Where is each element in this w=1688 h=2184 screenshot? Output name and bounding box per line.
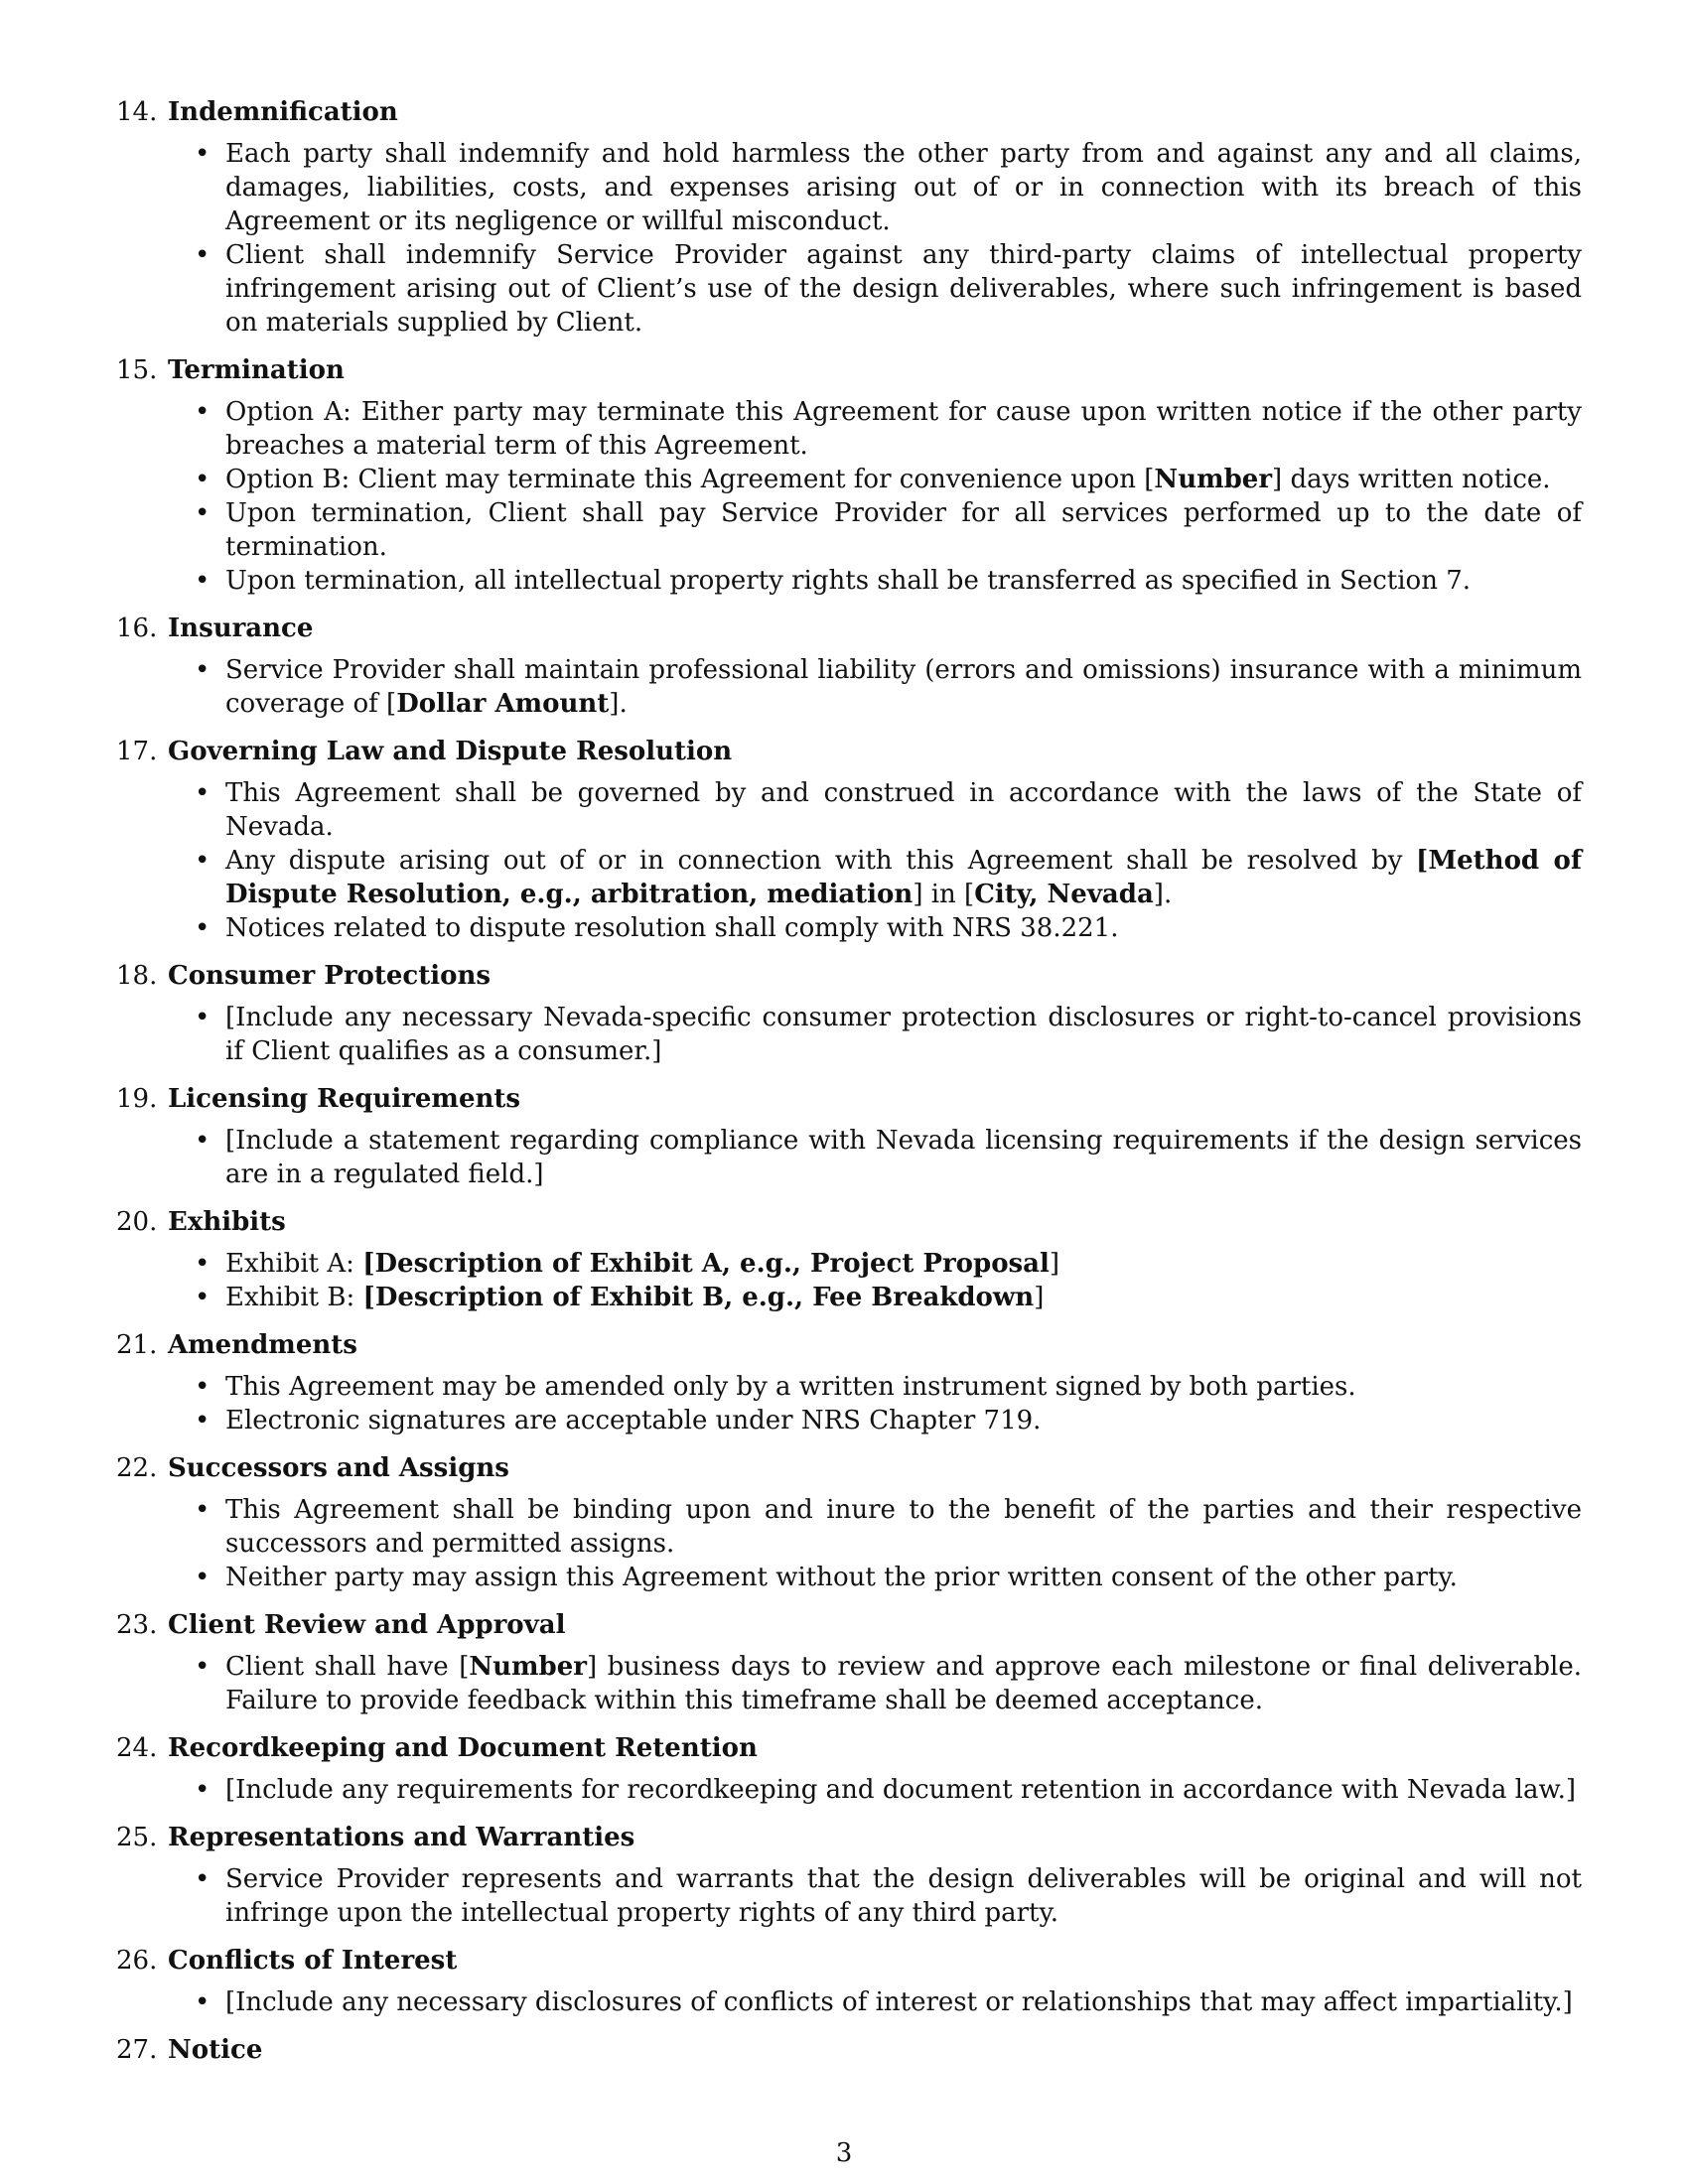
clause-text: [Include any necessary disclosures of conflicts of interest or relationships that may affect impartiality.] xyxy=(225,1987,1573,2017)
bullet-list xyxy=(116,1985,1582,2019)
section-26 xyxy=(116,1944,1582,2019)
bullet-list xyxy=(116,653,1582,721)
section-number: 19. xyxy=(116,1084,158,1114)
placeholder-field: [Description of Exhibit A, e.g., Project Proposal xyxy=(362,1249,1050,1279)
list-item xyxy=(168,1650,1582,1717)
bullet-icon: • xyxy=(195,913,211,943)
section-15 xyxy=(116,353,1582,598)
section-number: 26. xyxy=(116,1946,158,1976)
section-heading xyxy=(116,1944,1582,1978)
list-item xyxy=(168,1985,1582,2019)
section-title: Governing Law and Dispute Resolution xyxy=(168,737,733,766)
bullet-icon: • xyxy=(195,1406,211,1435)
section-title: Amendments xyxy=(168,1330,357,1360)
section-23 xyxy=(116,1608,1582,1717)
section-title: Consumer Protections xyxy=(168,961,492,991)
bullet-list xyxy=(116,137,1582,340)
bullet-list xyxy=(116,776,1582,945)
section-title: Client Review and Approval xyxy=(168,1610,566,1640)
clause-text: Notices related to dispute resolution shall comply with NRS 38.221. xyxy=(225,913,1119,943)
section-title: Indemnification xyxy=(168,97,398,127)
document-body xyxy=(116,95,1582,2081)
clause-text: This Agreement shall be binding upon and inure to the benefit of the parties and their respective successors and permitted assigns. xyxy=(225,1495,1582,1559)
section-title: Conflicts of Interest xyxy=(168,1946,458,1976)
section-number: 22. xyxy=(116,1453,158,1483)
section-heading xyxy=(116,2033,1582,2067)
bullet-list xyxy=(116,1001,1582,1068)
section-number: 27. xyxy=(116,2035,158,2065)
bullet-icon: • xyxy=(195,566,211,596)
clause-text: Upon termination, all intellectual property rights shall be transferred as specified in Section 7. xyxy=(225,566,1472,596)
clause-text: Electronic signatures are acceptable under NRS Chapter 719. xyxy=(225,1406,1042,1435)
clause-text: [Include any requirements for recordkeeping and document retention in accordance with Nevada law.] xyxy=(225,1775,1577,1805)
list-item xyxy=(168,1001,1582,1068)
section-14 xyxy=(116,95,1582,340)
bullet-icon: • xyxy=(195,1563,211,1592)
section-22 xyxy=(116,1451,1582,1594)
section-title: Termination xyxy=(168,355,345,385)
bullet-list xyxy=(116,1370,1582,1437)
bullet-icon: • xyxy=(195,1003,211,1032)
clause-text: ]. xyxy=(1153,880,1173,909)
clause-text: ] days written notice. xyxy=(1272,465,1551,494)
list-item xyxy=(168,1493,1582,1561)
bullet-icon: • xyxy=(195,139,211,169)
bullet-icon: • xyxy=(195,498,211,528)
bullet-list xyxy=(116,1247,1582,1314)
bullet-list xyxy=(116,1773,1582,1807)
section-heading xyxy=(116,353,1582,387)
bullet-icon: • xyxy=(195,465,211,494)
list-item xyxy=(168,1124,1582,1191)
section-27 xyxy=(116,2033,1582,2067)
section-heading xyxy=(116,1821,1582,1854)
clause-text: Exhibit B: xyxy=(225,1283,363,1312)
placeholder-field: City, Nevada xyxy=(974,880,1154,909)
clause-text: Service Provider represents and warrants that the design deliverables will be original and will not infringe upon the intellectual property rights of any third party. xyxy=(225,1864,1582,1928)
bullet-list xyxy=(116,395,1582,598)
section-heading xyxy=(116,1451,1582,1485)
list-item xyxy=(168,238,1582,340)
section-16 xyxy=(116,612,1582,721)
page-number: 3 xyxy=(835,2138,853,2168)
section-number: 20. xyxy=(116,1207,158,1237)
list-item xyxy=(168,844,1582,911)
bullet-icon: • xyxy=(195,655,211,685)
list-item xyxy=(168,1561,1582,1594)
bullet-icon: • xyxy=(195,778,211,808)
bullet-icon: • xyxy=(195,240,211,270)
section-18 xyxy=(116,959,1582,1068)
section-number: 14. xyxy=(116,97,158,127)
list-item xyxy=(168,137,1582,238)
bullet-icon: • xyxy=(195,1249,211,1279)
clause-text: Neither party may assign this Agreement without the prior written consent of the other party. xyxy=(225,1563,1458,1592)
clause-text: This Agreement may be amended only by a written instrument signed by both parties. xyxy=(225,1372,1356,1402)
clause-text: [Include a statement regarding compliance with Nevada licensing requirements if the design services are in a regulated field.] xyxy=(225,1126,1582,1189)
bullet-icon: • xyxy=(195,1372,211,1402)
bullet-icon: • xyxy=(195,846,211,876)
section-21 xyxy=(116,1328,1582,1437)
section-title: Exhibits xyxy=(168,1207,286,1237)
list-item xyxy=(168,395,1582,463)
section-title: Representations and Warranties xyxy=(168,1823,635,1852)
bullet-icon: • xyxy=(195,1775,211,1805)
section-title: Insurance xyxy=(168,614,314,643)
clause-text: [Include any necessary Nevada-specific consumer protection disclosures or right-to-cancel provisions if Client qualifies as a consumer.] xyxy=(225,1003,1582,1066)
section-number: 21. xyxy=(116,1330,158,1360)
list-item xyxy=(168,1247,1582,1281)
list-item xyxy=(168,564,1582,598)
list-item xyxy=(168,1281,1582,1314)
placeholder-field: Number xyxy=(1154,465,1273,494)
section-number: 24. xyxy=(116,1733,158,1763)
clause-text: Option B: Client may terminate this Agreement for convenience upon [ xyxy=(225,465,1155,494)
section-title: Successors and Assigns xyxy=(168,1453,509,1483)
bullet-icon: • xyxy=(195,397,211,427)
bullet-icon: • xyxy=(195,1987,211,2017)
section-heading xyxy=(116,1731,1582,1765)
section-heading xyxy=(116,1328,1582,1362)
section-number: 25. xyxy=(116,1823,158,1852)
section-title: Recordkeeping and Document Retention xyxy=(168,1733,758,1763)
bullet-list xyxy=(116,1493,1582,1594)
list-item xyxy=(168,1370,1582,1404)
placeholder-field: [Description of Exhibit B, e.g., Fee Breakdown xyxy=(362,1283,1035,1312)
clause-text: This Agreement shall be governed by and construed in accordance with the laws of the State of Nevada. xyxy=(225,778,1582,842)
clause-text: Client shall have [ xyxy=(225,1652,470,1682)
section-number: 15. xyxy=(116,355,158,385)
section-heading xyxy=(116,959,1582,993)
list-item xyxy=(168,463,1582,496)
clause-text: Service Provider shall maintain professional liability (errors and omissions) insurance with a minimum coverage of [ xyxy=(225,655,1582,719)
list-item xyxy=(168,653,1582,721)
clause-text: Upon termination, Client shall pay Service Provider for all services performed up to the date of termination. xyxy=(225,498,1582,562)
section-24 xyxy=(116,1731,1582,1807)
section-heading xyxy=(116,95,1582,129)
list-item xyxy=(168,1862,1582,1930)
placeholder-field: Dollar Amount xyxy=(396,689,610,719)
section-17 xyxy=(116,735,1582,945)
section-heading xyxy=(116,1608,1582,1642)
section-number: 18. xyxy=(116,961,158,991)
list-item xyxy=(168,776,1582,844)
section-heading xyxy=(116,1205,1582,1239)
bullet-icon: • xyxy=(195,1495,211,1525)
placeholder-field: [Method of Dispute Resolution, e.g., arbitration, mediation xyxy=(225,846,1583,909)
list-item xyxy=(168,1404,1582,1437)
placeholder-field: Number xyxy=(469,1652,587,1682)
section-19 xyxy=(116,1082,1582,1191)
section-title: Notice xyxy=(168,2035,263,2065)
clause-text: Any dispute arising out of or in connection with this Agreement shall be resolved by xyxy=(225,846,1417,876)
list-item xyxy=(168,496,1582,564)
clause-text: ] xyxy=(1034,1283,1045,1312)
clause-text: ] business days to review and approve each milestone or final deliverable. Failure to provide feedback within this timeframe shall be deemed acceptance. xyxy=(225,1652,1582,1715)
bullet-icon: • xyxy=(195,1126,211,1156)
list-item xyxy=(168,911,1582,945)
bullet-list xyxy=(116,1650,1582,1717)
section-20 xyxy=(116,1205,1582,1314)
bullet-icon: • xyxy=(195,1864,211,1894)
section-25 xyxy=(116,1821,1582,1930)
bullet-icon: • xyxy=(195,1652,211,1682)
section-heading xyxy=(116,735,1582,768)
bullet-icon: • xyxy=(195,1283,211,1312)
clause-text: Option A: Either party may terminate this Agreement for cause upon written notice if the other party breaches a material term of this Agreement. xyxy=(225,397,1582,461)
clause-text: Exhibit A: xyxy=(225,1249,363,1279)
section-heading xyxy=(116,612,1582,645)
clause-text: ] in [ xyxy=(913,880,975,909)
list-item xyxy=(168,1773,1582,1807)
clause-text: Client shall indemnify Service Provider against any third-party claims of intellectual property infringement arising out of Client’s use of the design deliverables, where such infringement is based on materials supplied by Client. xyxy=(225,240,1582,338)
clause-text: ] xyxy=(1049,1249,1060,1279)
section-number: 17. xyxy=(116,737,158,766)
bullet-list xyxy=(116,1124,1582,1191)
clause-text: Each party shall indemnify and hold harmless the other party from and against any and all claims, damages, liabilities, costs, and expenses arising out of or in connection with its breach of this Agreement or its negligence or willful misconduct. xyxy=(225,139,1582,236)
clause-text: ]. xyxy=(609,689,628,719)
section-number: 23. xyxy=(116,1610,158,1640)
section-number: 16. xyxy=(116,614,158,643)
section-title: Licensing Requirements xyxy=(168,1084,521,1114)
bullet-list xyxy=(116,1862,1582,1930)
section-heading xyxy=(116,1082,1582,1116)
